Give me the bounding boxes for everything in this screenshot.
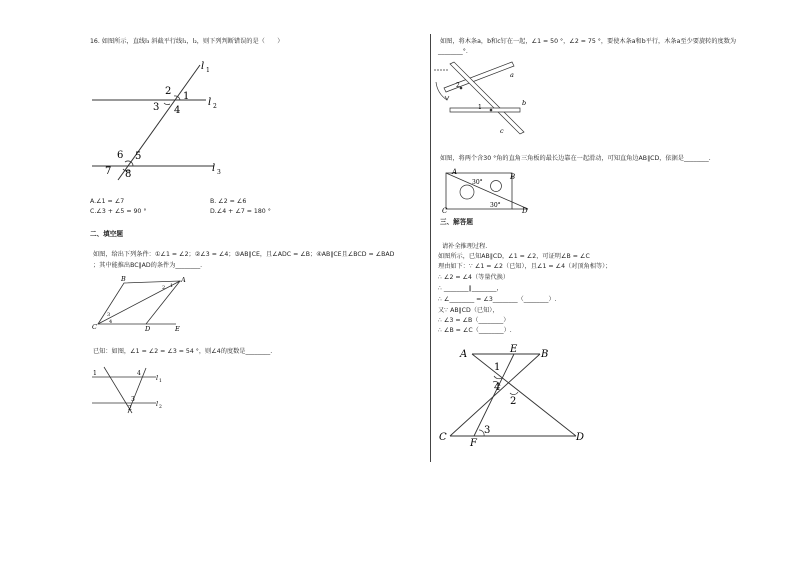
svg-text:l: l	[156, 400, 159, 408]
svg-text:b: b	[522, 99, 527, 107]
svg-text:l: l	[156, 374, 159, 382]
right1-figure	[432, 60, 542, 138]
svg-text:C: C	[442, 207, 448, 215]
svg-text:2: 2	[159, 405, 162, 410]
q16-figure	[88, 55, 228, 185]
svg-text:2: 2	[213, 103, 217, 110]
answer-line3: ∴ ∠2 = ∠4（等量代换）	[438, 274, 510, 281]
angle-2: 2	[510, 396, 517, 407]
label-A: A	[181, 276, 186, 284]
angle-5: 5	[135, 151, 142, 162]
transversal	[118, 65, 200, 180]
column-divider	[430, 34, 431, 462]
q16-option-a: A.∠1 = ∠7	[90, 198, 125, 205]
fill2-figure	[90, 365, 170, 417]
label-l3: l	[212, 163, 216, 174]
svg-text:1: 1	[93, 370, 97, 377]
answer-figure	[436, 340, 596, 450]
svg-text:2: 2	[128, 405, 132, 412]
svg-text:2: 2	[456, 82, 460, 89]
angle-1: 1	[183, 91, 190, 102]
label-C: C	[439, 432, 447, 443]
q16-stem: 16. 如图所示，直线l₃ 斜截平行线l₁，l₂，则下列判断错误的是（ ）	[90, 38, 284, 45]
svg-text:1: 1	[159, 379, 162, 384]
svg-text:3: 3	[131, 396, 135, 403]
label-D: D	[145, 325, 151, 333]
right2-figure	[442, 167, 532, 213]
svg-text:30°: 30°	[490, 202, 501, 209]
label-F: F	[470, 438, 477, 449]
svg-text:3: 3	[107, 312, 111, 318]
label-A: A	[460, 349, 468, 360]
svg-text:B: B	[510, 173, 516, 181]
q16-option-c: C.∠3 + ∠5 = 90 °	[90, 208, 147, 215]
angle-8: 8	[125, 169, 132, 180]
right1-line1: 如图，将木条a，b和c钉在一起，∠1 = 50 °，∠2 = 75 °，要使木条a和b平行，木条a至少要旋转的度数为	[440, 38, 737, 45]
answer-line2: 理由如下：∵ ∠1 = ∠2（已知），且∠1 = ∠4（对顶角相等）；	[438, 263, 612, 270]
q16-option-b: B. ∠2 = ∠6	[210, 198, 247, 205]
svg-text:30°: 30°	[472, 179, 483, 186]
section-fill-blank: 二、填空题	[90, 230, 123, 238]
answer-title: 请补全推理过程.	[442, 243, 488, 250]
label-E: E	[510, 344, 518, 355]
angle-1: 1	[494, 362, 501, 373]
fill1-figure	[88, 274, 198, 334]
svg-text:3: 3	[217, 169, 221, 176]
svg-text:1: 1	[206, 67, 210, 74]
fill1-line1: 如图，给出下列条件：①∠1 = ∠2；②∠3 = ∠4；③AB∥CE，且∠ADC = ∠B；④AB∥CE且∠BCD = ∠BAD	[93, 251, 395, 258]
answer-line1: 如图所示，已知AB∥CD，∠1 = ∠2，可证明∠B = ∠C	[438, 253, 590, 260]
svg-text:c: c	[500, 127, 504, 135]
angle-2: 2	[165, 86, 172, 97]
label-B: B	[121, 275, 126, 283]
svg-text:4: 4	[109, 319, 113, 325]
answer-line7: ∴ ∠3 = ∠B（________）	[438, 317, 510, 324]
svg-text:A: A	[452, 168, 458, 176]
q16-option-d: D.∠4 + ∠7 = 180 °	[210, 208, 271, 215]
label-D: D	[576, 432, 585, 443]
answer-line5: ∴ ∠________ = ∠3________（________）.	[438, 296, 557, 303]
angle-4: 4	[494, 382, 501, 393]
label-C: C	[92, 323, 97, 331]
svg-text:D: D	[522, 207, 528, 215]
angle-3: 3	[153, 102, 160, 113]
svg-text:a: a	[510, 71, 514, 79]
answer-line6: 又∵ AB∥CD（已知），	[438, 307, 499, 314]
angle-4: 4	[174, 105, 181, 116]
fill2-stem: 已知：如图，∠1 = ∠2 = ∠3 = 54 °，则∠4的度数是________.	[93, 348, 273, 355]
label-l2: l	[208, 97, 212, 108]
angle-7: 7	[105, 166, 112, 177]
section-answers: 三、解答题	[440, 218, 473, 226]
svg-text:1: 1	[478, 104, 482, 111]
fill1-line2: ；其中能推出BC∥AD的条件为________.	[93, 262, 203, 269]
label-B: B	[541, 349, 549, 360]
answer-line8: ∴ ∠B = ∠C（________）.	[438, 327, 512, 334]
right2-stem: 如图，将两个含30 °角的直角三角板的最长边靠在一起滑动，可知直角边AB∥CD，依据是________.	[440, 155, 711, 162]
svg-text:1: 1	[170, 283, 174, 289]
angle-3: 3	[484, 425, 491, 436]
answer-line4: ∴ ________∥________，	[438, 285, 503, 292]
svg-text:2: 2	[162, 285, 166, 291]
label-E: E	[175, 325, 180, 333]
angle-6: 6	[117, 150, 124, 161]
svg-text:4: 4	[137, 370, 141, 377]
right1-line2: ________°.	[438, 48, 468, 55]
label-l1: l	[201, 61, 205, 72]
